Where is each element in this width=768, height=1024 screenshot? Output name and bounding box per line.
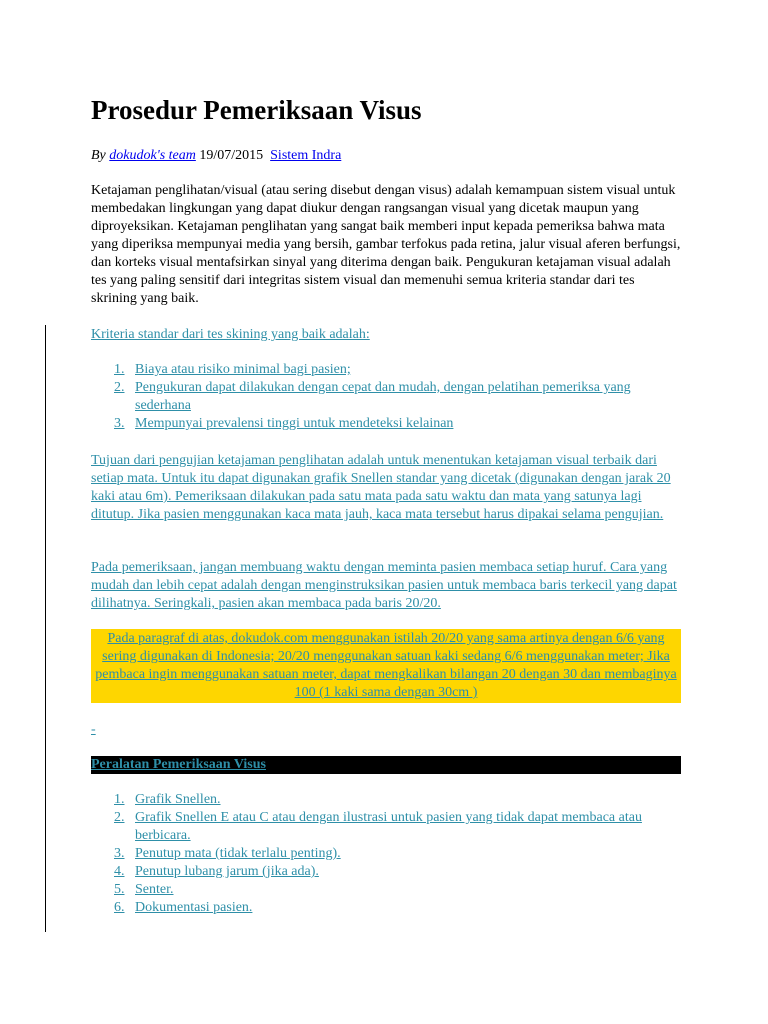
list-number: 4. — [114, 864, 125, 879]
equipment-item-text: Penutup mata (tidak terlalu penting). — [135, 846, 341, 861]
article-title: Prosedur Pemeriksaan Visus — [91, 95, 422, 125]
equipment-heading-link[interactable]: Peralatan Pemeriksaan Visus — [91, 757, 266, 772]
criteria-item[interactable] — [114, 379, 681, 415]
list-number: 2. — [114, 810, 125, 825]
byline — [91, 147, 341, 165]
purpose-paragraph-link[interactable]: Tujuan dari pengujian ketajaman penglihatan adalah untuk menentukan ketajaman visual terbaik dari setiap mata. Untuk itu dapat digunakan grafik Snellen standar yang dicetak (digunakan dengan jarak 20 kaki atau 6m). Pemeriksaan dilakukan pada satu mata pada satu waktu dan mata yang satunya lagi ditutup. Jika pasien menggunakan kaca mata jauh, kaca mata tersebut harus dipakai selama pengujian. — [91, 453, 671, 522]
author-link[interactable]: dokudok's team — [109, 148, 196, 163]
examination-paragraph-link[interactable]: Pada pemeriksaan, jangan membuang waktu dengan meminta pasien membaca setiap huruf. Cara yang mudah dan lebih cepat adalah dengan menginstruksikan pasien untuk membaca baris terkecil yang dapat dilihatnya. Seringkali, pasien akan membaca pada baris 20/20. — [91, 560, 677, 611]
post-date: 19/07/2015 — [199, 148, 264, 163]
equipment-item[interactable] — [114, 809, 681, 845]
criteria-item[interactable] — [114, 361, 681, 379]
equipment-item[interactable] — [114, 791, 681, 809]
criteria-item-text: Pengukuran dapat dilakukan dengan cepat dan mudah, dengan pelatihan pemeriksa yang sederhana — [135, 380, 631, 413]
intro-paragraph: Ketajaman penglihatan/visual (atau sering disebut dengan visus) adalah kemampuan sistem visual untuk membedakan lingkungan yang dapat diukur dengan rangsangan visual yang dicetak maupun yang diproyeksikan. Ketajaman penglihatan yang sangat baik memberi input kepada pemeriksa bahwa mata yang diperiksa mempunyai media yang bersih, gambar terfokus pada retina, jalur visual aferen berfungsi, dan korteks visual mentafsirkan sinyal yang diterima dengan baik. Pengukuran ketajaman visual adalah tes yang paling sensitif dari integritas sistem visual dan memenuhi semua kriteria standar dari tes skrining yang baik. — [91, 183, 681, 306]
list-number: 5. — [114, 882, 125, 897]
criteria-item-text: Mempunyai prevalensi tinggi untuk mendeteksi kelainan — [135, 416, 454, 431]
dash-link[interactable]: - — [91, 722, 96, 737]
equipment-heading-bar — [91, 756, 681, 774]
equipment-item-text: Penutup lubang jarum (jika ada). — [135, 864, 319, 879]
equipment-item[interactable] — [114, 845, 681, 863]
highlighted-note — [91, 629, 681, 703]
equipment-item-text: Senter. — [135, 882, 174, 897]
category-link[interactable]: Sistem Indra — [270, 148, 342, 163]
note-text-link[interactable]: Pada paragraf di atas, dokudok.com menggunakan istilah 20/20 yang sama artinya dengan 6/6 yang sering digunakan di Indonesia; 20/20 menggunakan satuan kaki sedang 6/6 menggunakan meter; Jika pembaca ingin menggunakan satuan meter, dapat mengkalikan bilangan 20 dengan 30 dan membaginya 100 (1 kaki sama dengan 30cm ) — [95, 631, 677, 700]
list-number: 1. — [114, 792, 125, 807]
list-number: 3. — [114, 416, 125, 431]
equipment-item[interactable] — [114, 863, 681, 881]
criteria-list — [114, 361, 681, 433]
criteria-item-text: Biaya atau risiko minimal bagi pasien; — [135, 362, 351, 377]
equipment-item[interactable] — [114, 899, 681, 917]
equipment-item-text: Grafik Snellen E atau C atau dengan ilustrasi untuk pasien yang tidak dapat membaca atau berbicara. — [135, 810, 642, 843]
list-number: 1. — [114, 362, 125, 377]
equipment-list — [114, 791, 681, 917]
equipment-item[interactable] — [114, 881, 681, 899]
list-number: 3. — [114, 846, 125, 861]
criteria-item[interactable] — [114, 415, 681, 433]
list-number: 6. — [114, 900, 125, 915]
list-number: 2. — [114, 380, 125, 395]
equipment-item-text: Dokumentasi pasien. — [135, 900, 253, 915]
criteria-heading-link[interactable]: Kriteria standar dari tes skining yang baik adalah: — [91, 327, 370, 342]
byline-by: By — [91, 148, 106, 163]
left-margin-rule — [45, 325, 46, 932]
equipment-item-text: Grafik Snellen. — [135, 792, 221, 807]
